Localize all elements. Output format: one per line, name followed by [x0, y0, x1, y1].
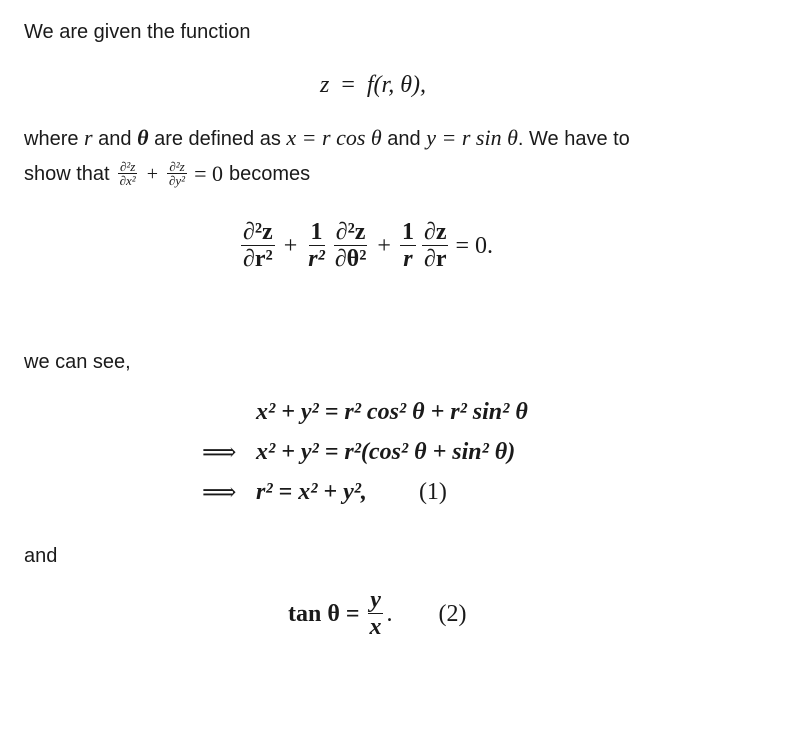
equation-label-2: (2): [438, 600, 467, 627]
polar-laplace-equation: [238, 214, 493, 278]
equals-zero: = 0: [194, 161, 223, 186]
equals-zero: = 0.: [455, 232, 494, 259]
fraction-numerator: 1: [310, 218, 323, 245]
fraction-numerator: ∂²z: [243, 218, 273, 245]
fraction-numerator: ∂z: [423, 218, 447, 245]
d2z-dtheta2-fraction: [333, 220, 369, 273]
y-definition: y = r sin θ: [426, 125, 518, 150]
one-over-r-fraction: [400, 220, 416, 273]
theta-variable: θ: [137, 125, 149, 150]
fraction-denominator: ∂y²: [168, 173, 186, 189]
period: .: [386, 600, 393, 627]
d2z-dr2-fraction: [241, 220, 275, 273]
we-have-to-text: . We have to: [517, 128, 630, 150]
fraction-denominator: x: [369, 613, 382, 640]
function-f: f(r, θ),: [366, 72, 427, 98]
implies-arrow: ⟹: [202, 439, 237, 466]
derivation-line-2: [202, 432, 528, 472]
fraction-numerator: 1: [401, 218, 414, 245]
plus-sign: +: [283, 232, 298, 259]
fraction-denominator: ∂x²: [119, 173, 136, 189]
fraction-denominator: ∂θ²: [334, 245, 367, 272]
x-definition: x = r cos θ: [286, 125, 382, 150]
becomes-text: becomes: [229, 163, 311, 185]
r-variable: r: [84, 125, 93, 150]
d2z-dx2-fraction: [118, 160, 138, 189]
fraction-numerator: ∂²z: [169, 158, 185, 174]
d2z-dy2-fraction: [167, 160, 187, 189]
tan-theta-lhs: tan θ =: [288, 600, 360, 627]
equation-text: x² + y² = r²(cos² θ + sin² θ): [256, 438, 516, 465]
and-text: and: [98, 128, 132, 150]
and-text-2: and: [387, 128, 421, 150]
show-that-text: show that: [24, 163, 110, 185]
dz-dr-fraction: [422, 220, 449, 273]
equals-sign: =: [341, 72, 355, 98]
equation-text: r² = x² + y²,: [256, 478, 367, 505]
one-over-r2-fraction: [306, 220, 327, 273]
fraction-denominator: r²: [308, 245, 325, 272]
fraction-numerator: y: [370, 586, 381, 613]
fraction-numerator: ∂²z: [335, 218, 366, 245]
fraction-denominator: ∂r: [423, 245, 447, 272]
derivation-line-1: [202, 392, 528, 432]
fraction-denominator: r: [403, 245, 413, 272]
plus-sign: +: [146, 163, 158, 185]
equation-text: x² + y² = r² cos² θ + r² sin² θ: [256, 398, 528, 425]
z-variable: z: [320, 72, 330, 98]
and-text: and: [24, 545, 58, 567]
defined-as-text: are defined as: [154, 128, 281, 150]
implies-arrow: ⟹: [202, 479, 237, 506]
given-function-equation: [320, 72, 426, 99]
derivation-block: [202, 392, 528, 512]
plus-sign: +: [377, 232, 391, 259]
intro-text: We are given the function: [24, 21, 251, 43]
equation-label-1: (1): [418, 478, 447, 505]
show-that-line: [24, 154, 310, 194]
where-definition-line: [24, 126, 630, 151]
fraction-numerator: ∂²z: [119, 158, 136, 174]
we-can-see-text: we can see,: [24, 351, 131, 373]
derivation-line-3: [202, 472, 528, 512]
fraction-denominator: ∂r²: [243, 245, 273, 272]
tan-theta-equation: [288, 586, 467, 642]
where-text: where: [24, 128, 79, 150]
y-over-x-fraction: [368, 588, 384, 641]
